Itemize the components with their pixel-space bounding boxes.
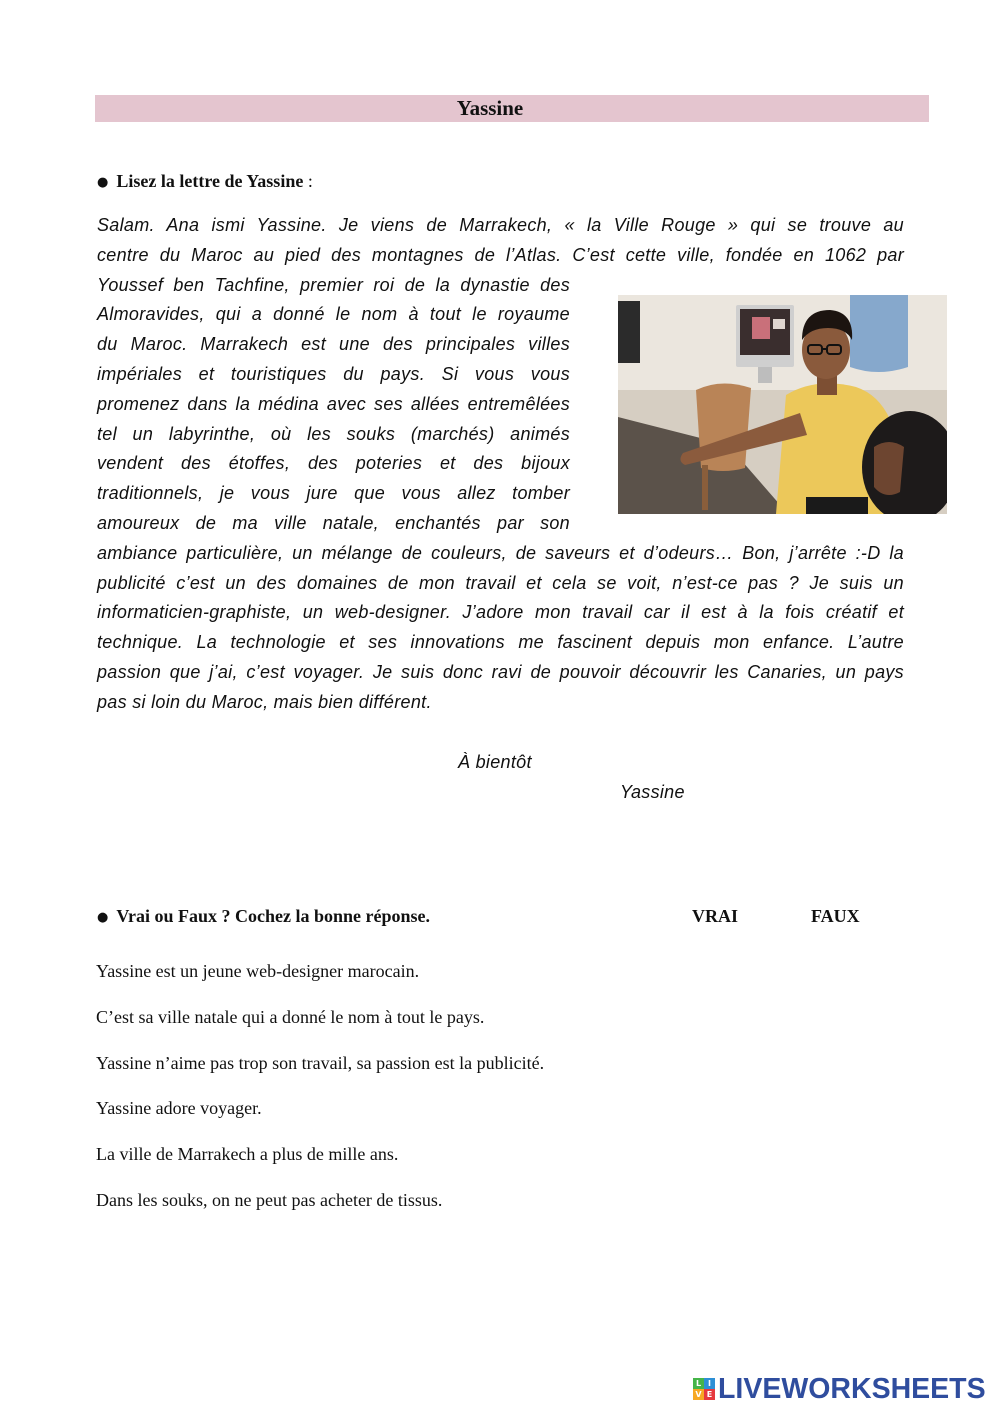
- faux-checkbox[interactable]: [823, 1189, 853, 1211]
- bullet-icon: ●: [97, 175, 109, 190]
- letter-line: Youssef ben Tachfine, premier roi de la dynastie des: [97, 274, 570, 295]
- quiz-statement: Yassine n’aime pas trop son travail, sa passion est la publicité.: [96, 1052, 545, 1073]
- quiz-row: [96, 1097, 916, 1143]
- letter-line: impériales et touristiques du pays. Si vous vous: [97, 363, 570, 384]
- logo-icon-letter: I: [704, 1378, 715, 1389]
- reading-instruction-label: Lisez la lettre de Yassine: [116, 171, 304, 191]
- vrai-checkbox[interactable]: [700, 1097, 730, 1119]
- faux-checkbox[interactable]: [823, 960, 853, 982]
- quiz-heading-label: Vrai ou Faux ? Cochez la bonne réponse.: [116, 906, 431, 926]
- quiz-statement: Yassine est un jeune web-designer marocain.: [96, 961, 420, 981]
- quiz-heading: [97, 905, 430, 927]
- vrai-checkbox[interactable]: [700, 1143, 730, 1165]
- quiz-row: [96, 1006, 916, 1052]
- letter-line: tel un labyrinthe, où les souks (marchés) animés: [97, 423, 570, 444]
- faux-checkbox[interactable]: [823, 1006, 853, 1028]
- reading-instruction-suffix: :: [307, 171, 313, 191]
- letter-line: centre du Maroc au pied des montagnes de l’Atlas. C’est cette ville, fondée en 1062 par: [97, 244, 904, 265]
- photo-standing-person: [850, 295, 908, 372]
- letter-line: publicité c’est un des domaines de mon travail et cela se voit, n’est-ce pas ? Je suis un: [97, 572, 904, 593]
- quiz-row: [96, 1143, 916, 1189]
- logo-icon-letter: V: [693, 1389, 704, 1400]
- bullet-icon: ●: [97, 910, 109, 925]
- quiz-statement: La ville de Marrakech a plus de mille ans.: [96, 1144, 399, 1165]
- photo-laptop: [806, 497, 868, 514]
- letter-line: informaticien-graphiste, un web-designer. J’adore mon travail car il est à la fois créatif et: [97, 602, 904, 623]
- letter-line: ambiance particulière, un mélange de couleurs, de saveurs et d’odeurs… Bon, j’arrête :-D la: [97, 542, 904, 563]
- quiz-statements: [96, 960, 916, 1235]
- quiz-row: [96, 1189, 916, 1235]
- letter-line: vendent des étoffes, des poteries et des bijoux: [97, 453, 570, 474]
- quiz-statement: Dans les souks, on ne peut pas acheter de tissus.: [96, 1189, 443, 1210]
- letter-line: Almoravides, qui a donné le nom à tout le royaume: [97, 304, 570, 325]
- logo-icon-letter: E: [704, 1389, 715, 1400]
- page-title: Yassine: [456, 96, 524, 120]
- title-bar: [95, 95, 929, 122]
- letter-line: passion que j’ai, c’est voyager. Je suis donc ravi de pouvoir découvrir les Canaries, un pays: [97, 661, 904, 682]
- letter-closing: À bientôt: [458, 752, 532, 772]
- faux-checkbox[interactable]: [823, 1097, 853, 1119]
- quiz-statement: Yassine adore voyager.: [96, 1098, 262, 1119]
- letter-photo: [618, 295, 947, 514]
- vrai-checkbox[interactable]: [700, 1006, 730, 1028]
- letter-line: traditionnels, je vous jure que vous allez tomber: [97, 483, 570, 504]
- column-faux: FAUX: [811, 906, 860, 926]
- letter-line: pas si loin du Maroc, mais bien différent.: [97, 691, 432, 712]
- logo-icon-letter: L: [693, 1378, 704, 1389]
- quiz-row: [96, 960, 916, 1006]
- logo-icon: [693, 1378, 715, 1400]
- faux-checkbox[interactable]: [823, 1143, 853, 1165]
- vrai-checkbox[interactable]: [700, 1189, 730, 1211]
- column-vrai: VRAI: [692, 906, 739, 926]
- letter-line: amoureux de ma ville natale, enchantés par son: [97, 512, 570, 533]
- letter-line: Salam. Ana ismi Yassine. Je viens de Marrakech, « la Ville Rouge » qui se trouve au: [97, 215, 904, 235]
- letter-signature: Yassine: [620, 782, 685, 802]
- quiz-statement: C’est sa ville natale qui a donné le nom à tout le pays.: [96, 1006, 485, 1027]
- photo-left-monitor: [618, 301, 640, 363]
- vrai-checkbox[interactable]: [700, 1052, 730, 1074]
- quiz-row: [96, 1052, 916, 1098]
- vrai-checkbox[interactable]: [700, 960, 730, 982]
- letter-line: promenez dans la médina avec ses allées entremêlées: [97, 393, 570, 414]
- letter-line: technique. La technologie et ses innovations me fascinent depuis mon enfance. L’autre: [97, 632, 904, 653]
- logo-text: LIVEWORKSHEETS: [718, 1373, 986, 1405]
- liveworksheets-logo: [693, 1375, 986, 1403]
- reading-instruction: [97, 170, 313, 192]
- faux-checkbox[interactable]: [823, 1052, 853, 1074]
- letter-line: du Maroc. Marrakech est une des principales villes: [97, 334, 570, 355]
